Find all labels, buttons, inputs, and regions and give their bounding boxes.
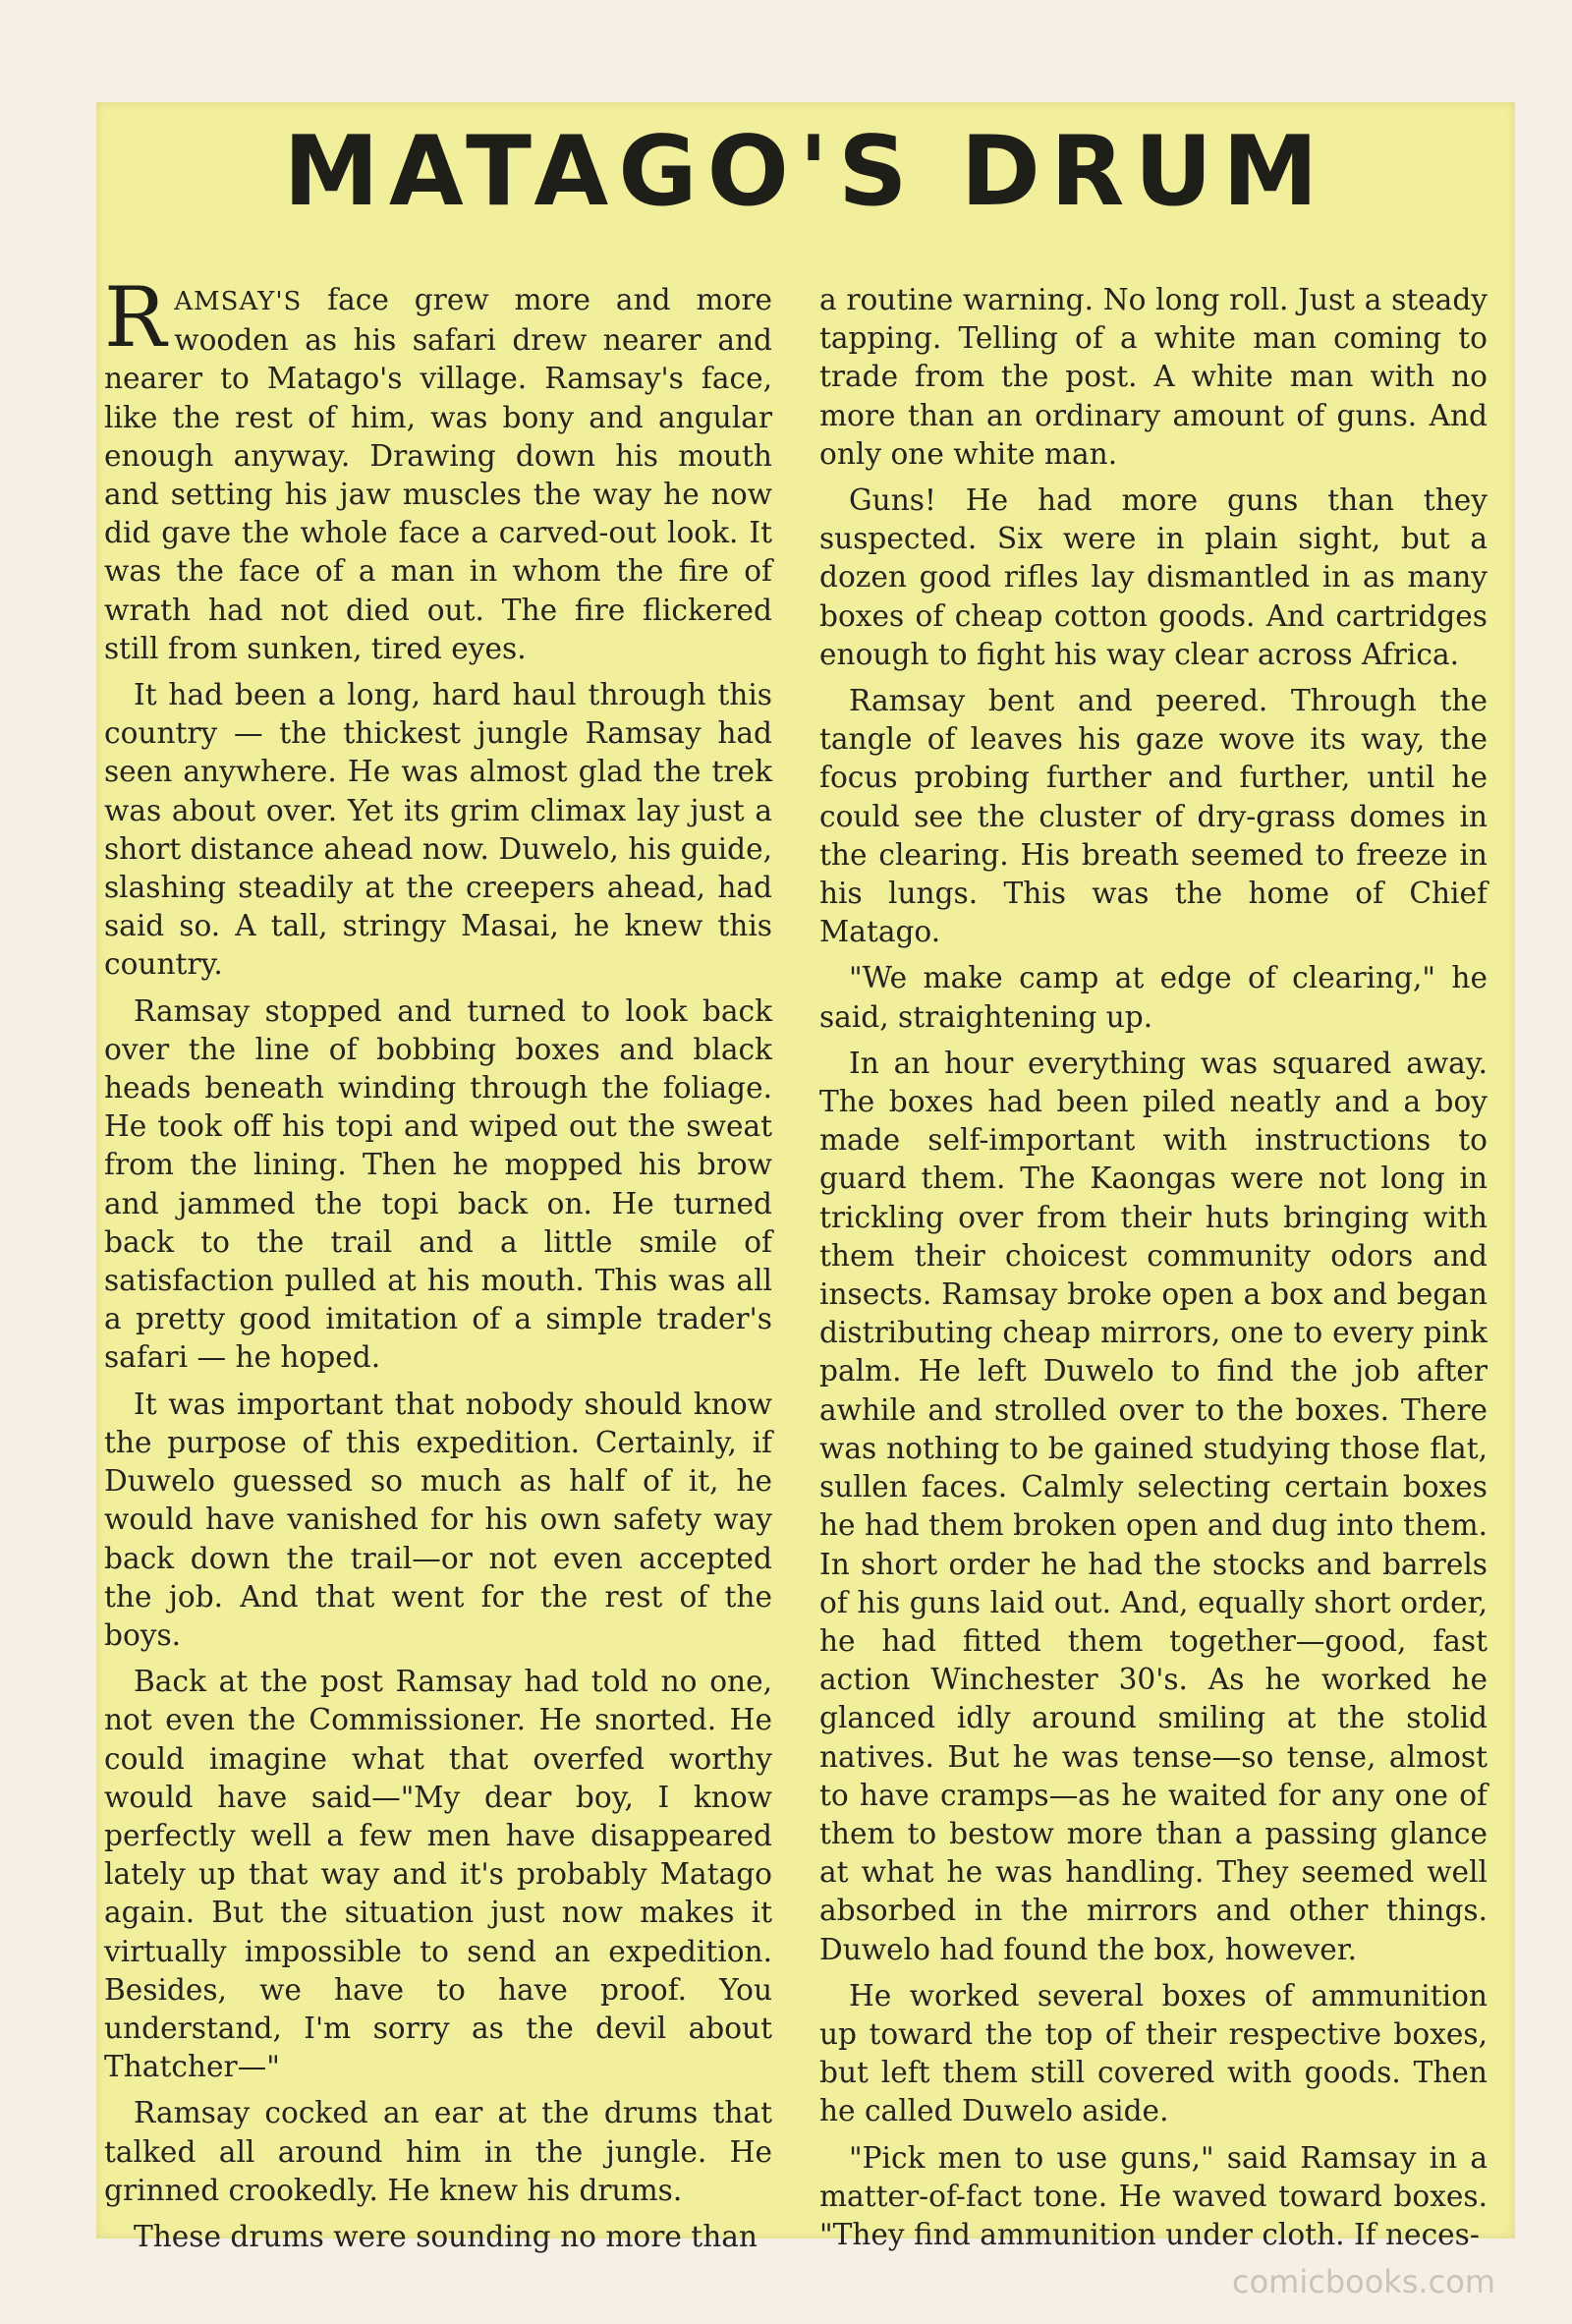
paragraph: Back at the post Ramsay had told no one, not even the Commissioner. He snorted. He could imagine what that overfed worthy would have said—"My dear boy, I know perfectly well a few men have disappeared lately up that way and it's probably Matago again. But the situation just now makes it virtually impossible to send an expedition. Besides, we have to have proof. You understand, I'm sorry as the devil about Thatcher—" [104, 1665, 772, 2084]
paragraph: "Pick men to use guns," said Ramsay in a matter-of-fact tone. He waved toward boxes. "They find ammunition under cloth. If neces- [819, 2140, 1488, 2251]
watermark: comicbooks.com [1231, 2263, 1495, 2300]
drop-cap: R [104, 269, 167, 366]
right-column [819, 281, 1488, 2262]
paragraph: Guns! He had more guns than they suspected. Six were in plain sight, but a dozen good rifles lay dismantled in as many boxes of cheap cotton goods. And cartridges enough to fight his way clear across Africa. [819, 483, 1488, 671]
left-column [104, 269, 772, 2264]
story-title: MATAGO'S DRUM [283, 116, 1328, 228]
story-panel [96, 102, 1515, 2253]
paragraph-text: face grew more and more wooden as his safari drew nearer and nearer to Matago's village. Ramsay's face, like the rest of him, was bony and angular enough anyway. Drawing down his mouth and setting his jaw muscles the way he now did gave the whole face a carved-out look. It was the face of a man in whom the fire of wrath had not died out. The fire flickered still from sunken, tired eyes. [104, 283, 772, 665]
paragraph [104, 269, 772, 668]
paragraph: "We make camp at edge of clearing," he said, straightening up. [819, 961, 1488, 1034]
paragraph: He worked several boxes of ammunition up toward the top of their respective boxes, but left them still covered with goods. Then he called Duwelo aside. [819, 1978, 1488, 2128]
paragraph: It was important that nobody should know the purpose of this expedition. Certainly, if Duwelo guessed so much as half of it, he would have vanished for his own safety way back down the trail—or not even accepted the job. And that went for the rest of the boys. [104, 1387, 772, 1652]
paragraph: These drums were sounding no more than [134, 2219, 758, 2253]
paragraph: In an hour everything was squared away. The boxes had been piled neatly and a boy made self-important with instructions to guard them. The Kaongas were not long in trickling over from their huts bringing with them their choicest community odors and insects. Ramsay broke open a box and began distributing cheap mirrors, one to every pink palm. He left Duwelo to find the job after awhile and strolled over to the boxes. There was nothing to be gained studying those flat, sullen faces. Calmly selecting certain boxes he had them broken open and dug into them. In short order he had the stocks and barrels of his guns laid out. And, equally short order, he had fitted them together—good, fast action Winchester 30's. As he worked he glanced idly around smiling at the stolid natives. But he was tense—so tense, almost to have cramps—as he waited for any one of them to bestow more than a passing glance at what he was handling. They seemed well absorbed in the mirrors and other things. Duwelo had found the box, however. [819, 1046, 1488, 1966]
small-caps-word: AMSAY'S [174, 287, 303, 316]
paragraph: It had been a long, hard haul through this country — the thickest jungle Ramsay had seen anywhere. He was almost glad the trek was about over. Yet its grim climax lay just a short distance ahead now. Duwelo, his guide, slashing steadily at the creepers ahead, had said so. A tall, stringy Masai, he knew this country. [104, 678, 772, 982]
paragraph: Ramsay bent and peered. Through the tangle of leaves his gaze wove its way, the focus probing further and further, until he could see the cluster of dry-grass domes in the clearing. His breath seemed to freeze in his lungs. This was the home of Chief Matago. [819, 684, 1488, 949]
paragraph: a routine warning. No long roll. Just a steady tapping. Telling of a white man coming to trade from the post. A white man with no more than an ordinary amount of guns. And only one white man. [819, 283, 1488, 471]
paragraph: Ramsay cocked an ear at the drums that talked all around him in the jungle. He grinned crookedly. He knew his drums. [104, 2096, 772, 2207]
paragraph: Ramsay stopped and turned to look back over the line of bobbing boxes and black heads beneath winding through the foliage. He took off his topi and wiped out the sweat from the lining. Then he mopped his brow and jammed the topi back on. He turned back to the trail and a little smile of satisfaction pulled at his mouth. This was all a pretty good imitation of a simple trader's safari — he hoped. [104, 993, 772, 1375]
